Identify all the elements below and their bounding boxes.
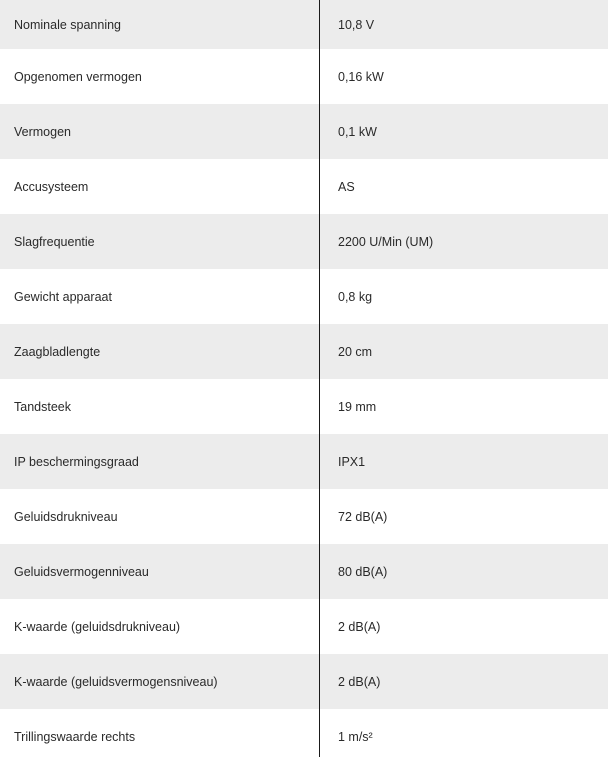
spec-row [0,599,608,654]
spec-row [0,214,608,269]
spec-label: Vermogen [0,104,320,159]
spec-label: Opgenomen vermogen [0,49,320,104]
spec-row [0,324,608,379]
spec-row [0,654,608,709]
spec-label: Zaagbladlengte [0,324,320,379]
spec-row [0,489,608,544]
spec-value: 80 dB(A) [338,564,388,579]
spec-value: 2 dB(A) [338,619,381,634]
spec-value: 20 cm [338,344,373,359]
spec-value: 2 dB(A) [338,674,381,689]
spec-label: IP beschermingsgraad [0,434,320,489]
spec-value: IPX1 [338,454,366,469]
spec-row [0,49,608,104]
spec-label: Geluidsdrukniveau [0,489,320,544]
spec-row [0,159,608,214]
spec-value: 19 mm [338,399,377,414]
spec-row [0,0,608,49]
spec-label: Nominale spanning [0,0,320,49]
spec-label: Accusysteem [0,159,320,214]
spec-row [0,269,608,324]
spec-label: K-waarde (geluidsvermogensniveau) [0,654,320,709]
spec-label: Trillingswaarde rechts [0,709,320,757]
spec-label: Geluidsvermogenniveau [0,544,320,599]
spec-row [0,104,608,159]
spec-label: Slagfrequentie [0,214,320,269]
spec-value: 72 dB(A) [338,509,388,524]
spec-row [0,434,608,489]
spec-row [0,544,608,599]
spec-label: Gewicht apparaat [0,269,320,324]
spec-value: 0,16 kW [338,69,384,84]
spec-value: 2200 U/Min (UM) [338,234,434,249]
spec-label: K-waarde (geluidsdrukniveau) [0,599,320,654]
spec-value: 0,1 kW [338,124,377,139]
spec-row [0,709,608,757]
spec-value: 1 m/s² [338,729,373,744]
spec-value: AS [338,179,355,194]
spec-label: Tandsteek [0,379,320,434]
spec-value: 10,8 V [338,17,375,32]
spec-value: 0,8 kg [338,289,373,304]
spec-row [0,379,608,434]
